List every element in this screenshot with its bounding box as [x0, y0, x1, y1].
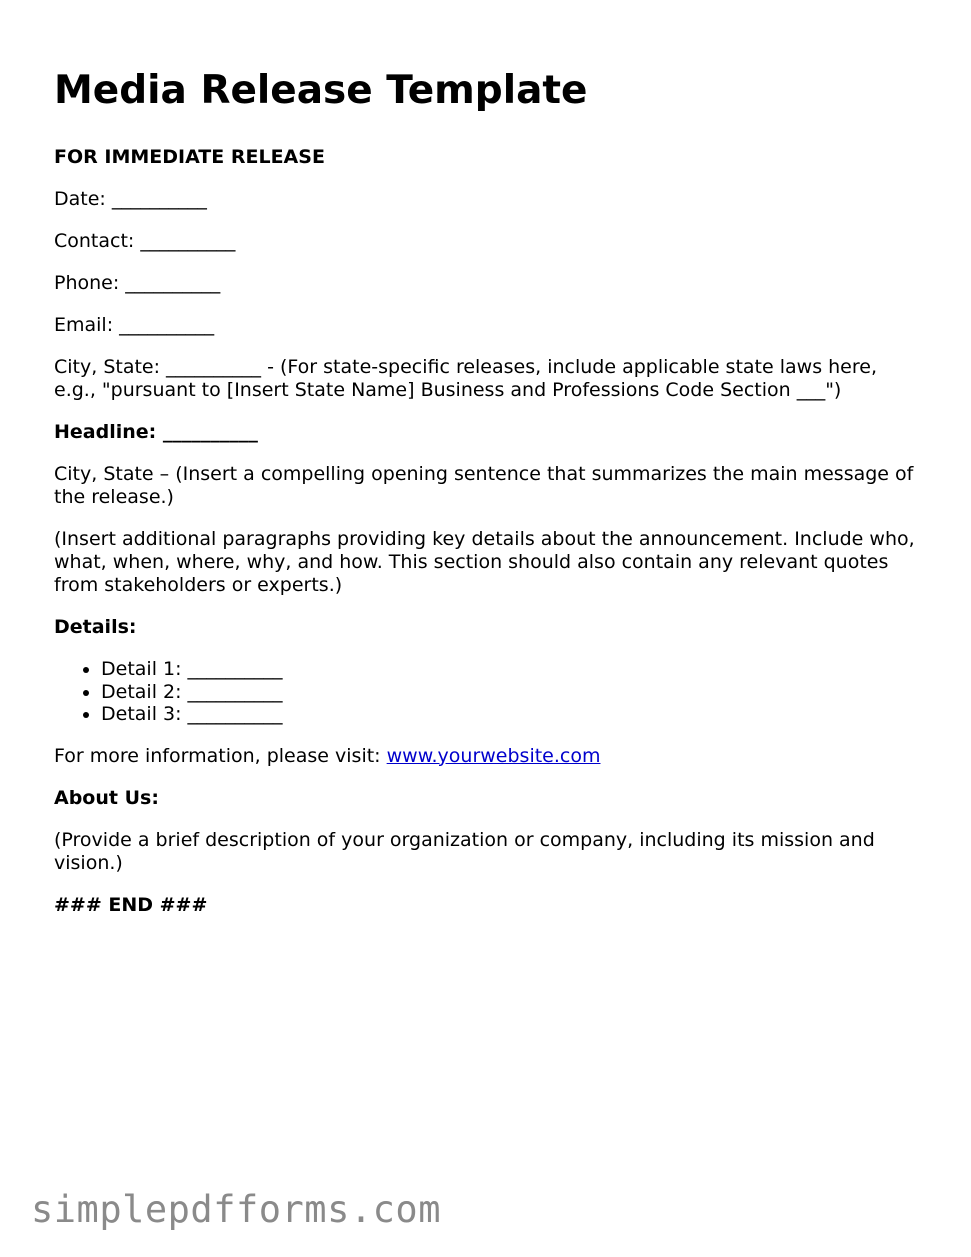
headline-field: Headline: __________: [54, 421, 258, 443]
about-heading: About Us:: [54, 786, 159, 809]
detail-item-3: • Detail 3: __________: [101, 703, 924, 726]
more-info-prefix: For more information, please visit:: [54, 744, 387, 767]
city-state-field: City, State: __________ - (For state-specific releases, include applicable state laws here, e.g., "pursuant to [Insert State Name] Business and Professions Code Section ___"): [54, 356, 877, 401]
website-link[interactable]: www.yourwebsite.com: [386, 744, 601, 767]
details-heading: Details:: [54, 616, 137, 638]
email-field: Email: __________: [54, 314, 215, 336]
date-field: Date: __________: [54, 188, 207, 210]
opening-paragraph: City, State – (Insert a compelling opening sentence that summarizes the main message of the release.): [54, 463, 914, 508]
document-page: [54, 62, 924, 936]
about-text: (Provide a brief description of your organization or company, including its mission and vision.): [54, 828, 875, 874]
detail-item-1: • Detail 1: __________: [101, 658, 924, 681]
detail-item-2: • Detail 2: __________: [101, 681, 924, 704]
page-title: Media Release Template: [54, 68, 588, 113]
more-info-line: [54, 745, 924, 768]
end-marker: ### END ###: [54, 893, 208, 916]
release-label: FOR IMMEDIATE RELEASE: [54, 146, 325, 168]
body-paragraph: (Insert additional paragraphs providing key details about the announcement. Include who, what, when, where, why, and how. This section should also contain any relevant quotes from stakeholders or experts.): [54, 528, 915, 596]
details-list: [54, 658, 924, 726]
phone-field: Phone: __________: [54, 272, 221, 294]
contact-field: Contact: __________: [54, 230, 236, 252]
watermark-text: simplepdfforms.com: [31, 1188, 441, 1231]
